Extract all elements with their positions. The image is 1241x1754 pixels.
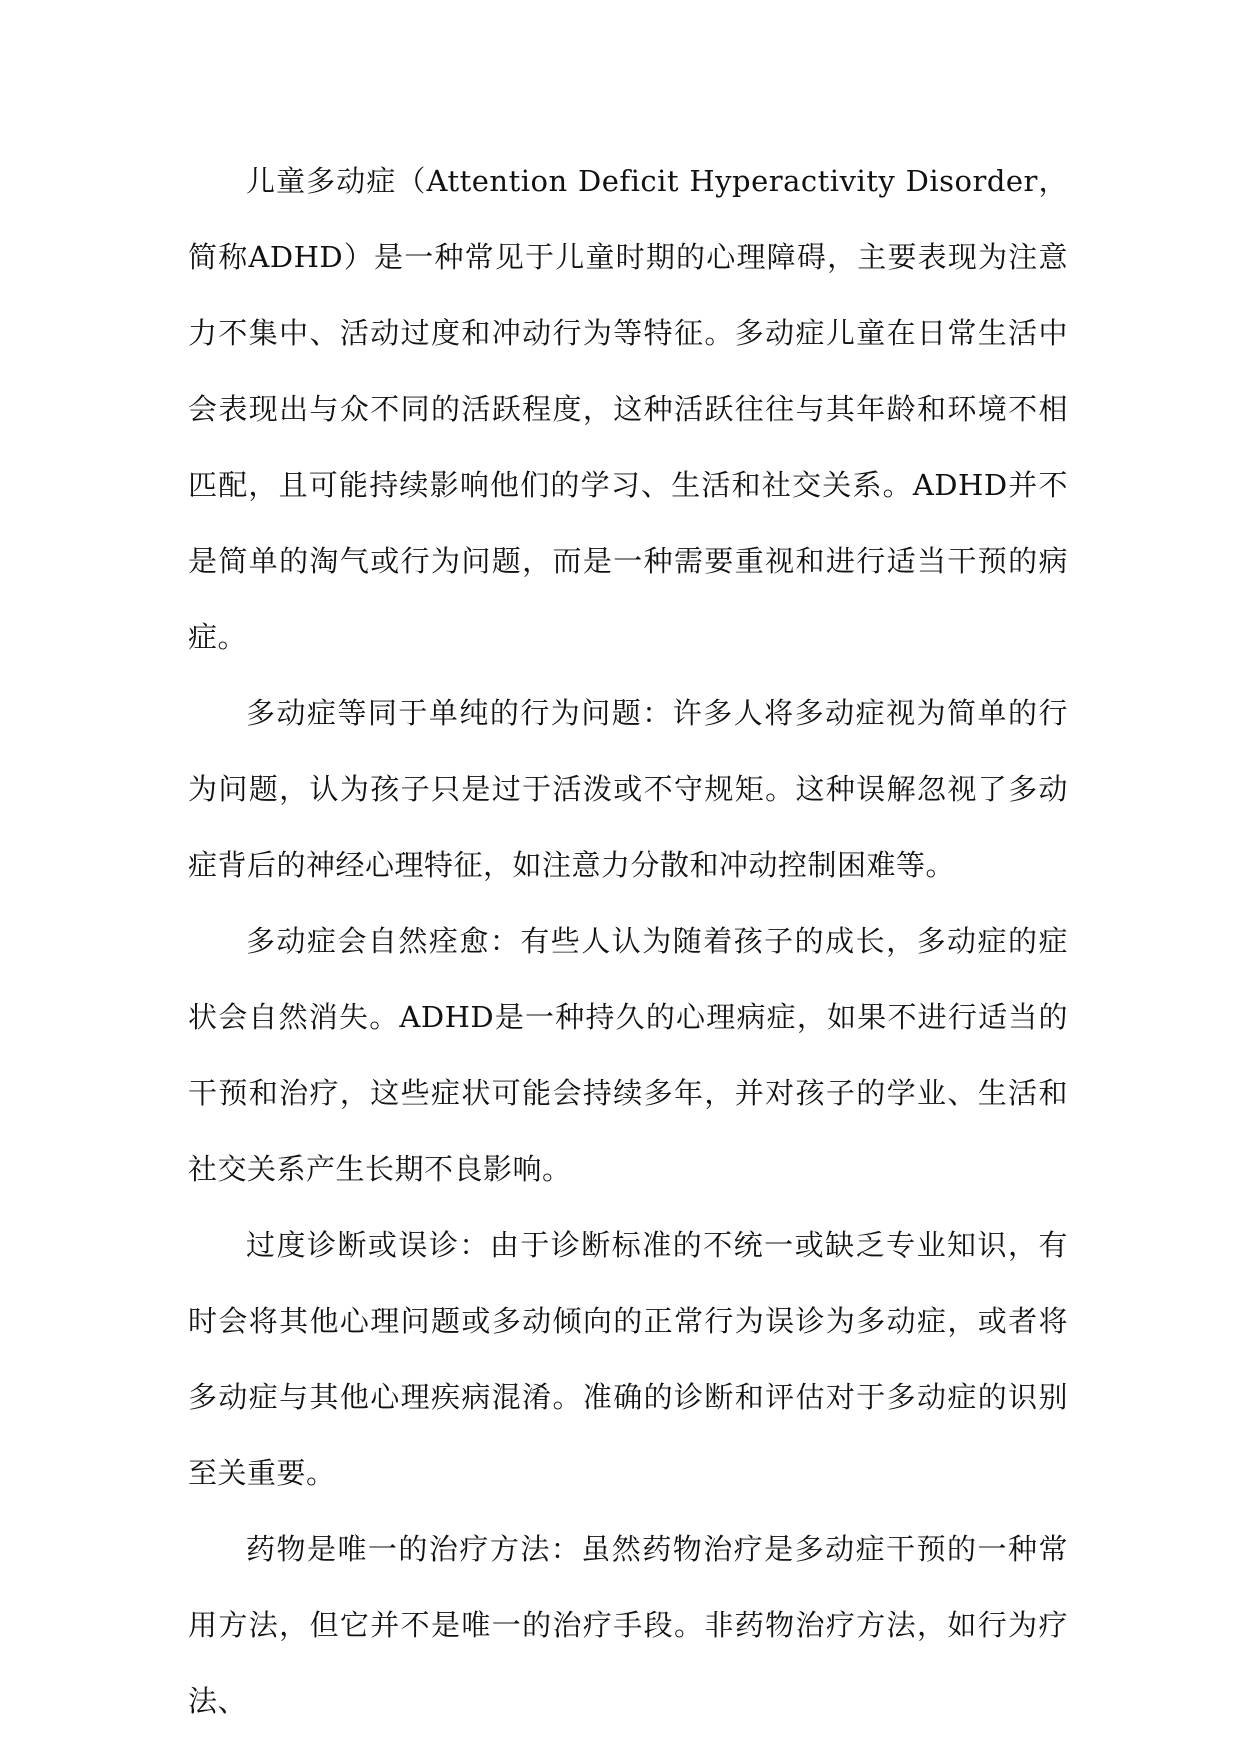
paragraph-misdiagnosis: 过度诊断或误诊：由于诊断标准的不统一或缺乏专业知识，有时会将其他心理问题或多动倾向的正常行为误诊为多动症，或者将多动症与其他心理疾病混淆。准确的诊断和评估对于多动症的识别至关重要。 [188, 1228, 1068, 1490]
paragraph-misconception-self-healing: 多动症会自然痊愈：有些人认为随着孩子的成长，多动症的症状会自然消失。ADHD是一种持久的心理病症，如果不进行适当的干预和治疗，这些症状可能会持续多年，并对孩子的学业、生活和社交关系产生长期不良影响。 [188, 924, 1068, 1186]
paragraph-misconception-behavior: 多动症等同于单纯的行为问题：许多人将多动症视为简单的行为问题，认为孩子只是过于活泼或不守规矩。这种误解忽视了多动症背后的神经心理特征，如注意力分散和冲动控制困难等。 [188, 696, 1068, 882]
paragraph-intro: 儿童多动症（Attention Deficit Hyperactivity Disorder，简称ADHD）是一种常见于儿童时期的心理障碍，主要表现为注意力不集中、活动过度和冲动行为等特征。多动症儿童在日常生活中会表现出与众不同的活跃程度，这种活跃往往与其年龄和环境不相匹配，且可能持续影响他们的学习、生活和社交关系。ADHD并不是简单的淘气或行为问题，而是一种需要重视和进行适当干预的病症。 [188, 164, 1068, 654]
paragraph-medication: 药物是唯一的治疗方法：虽然药物治疗是多动症干预的一种常用方法，但它并不是唯一的治疗手段。非药物治疗方法，如行为疗法、 [188, 1532, 1068, 1718]
document-body [188, 143, 1068, 1739]
